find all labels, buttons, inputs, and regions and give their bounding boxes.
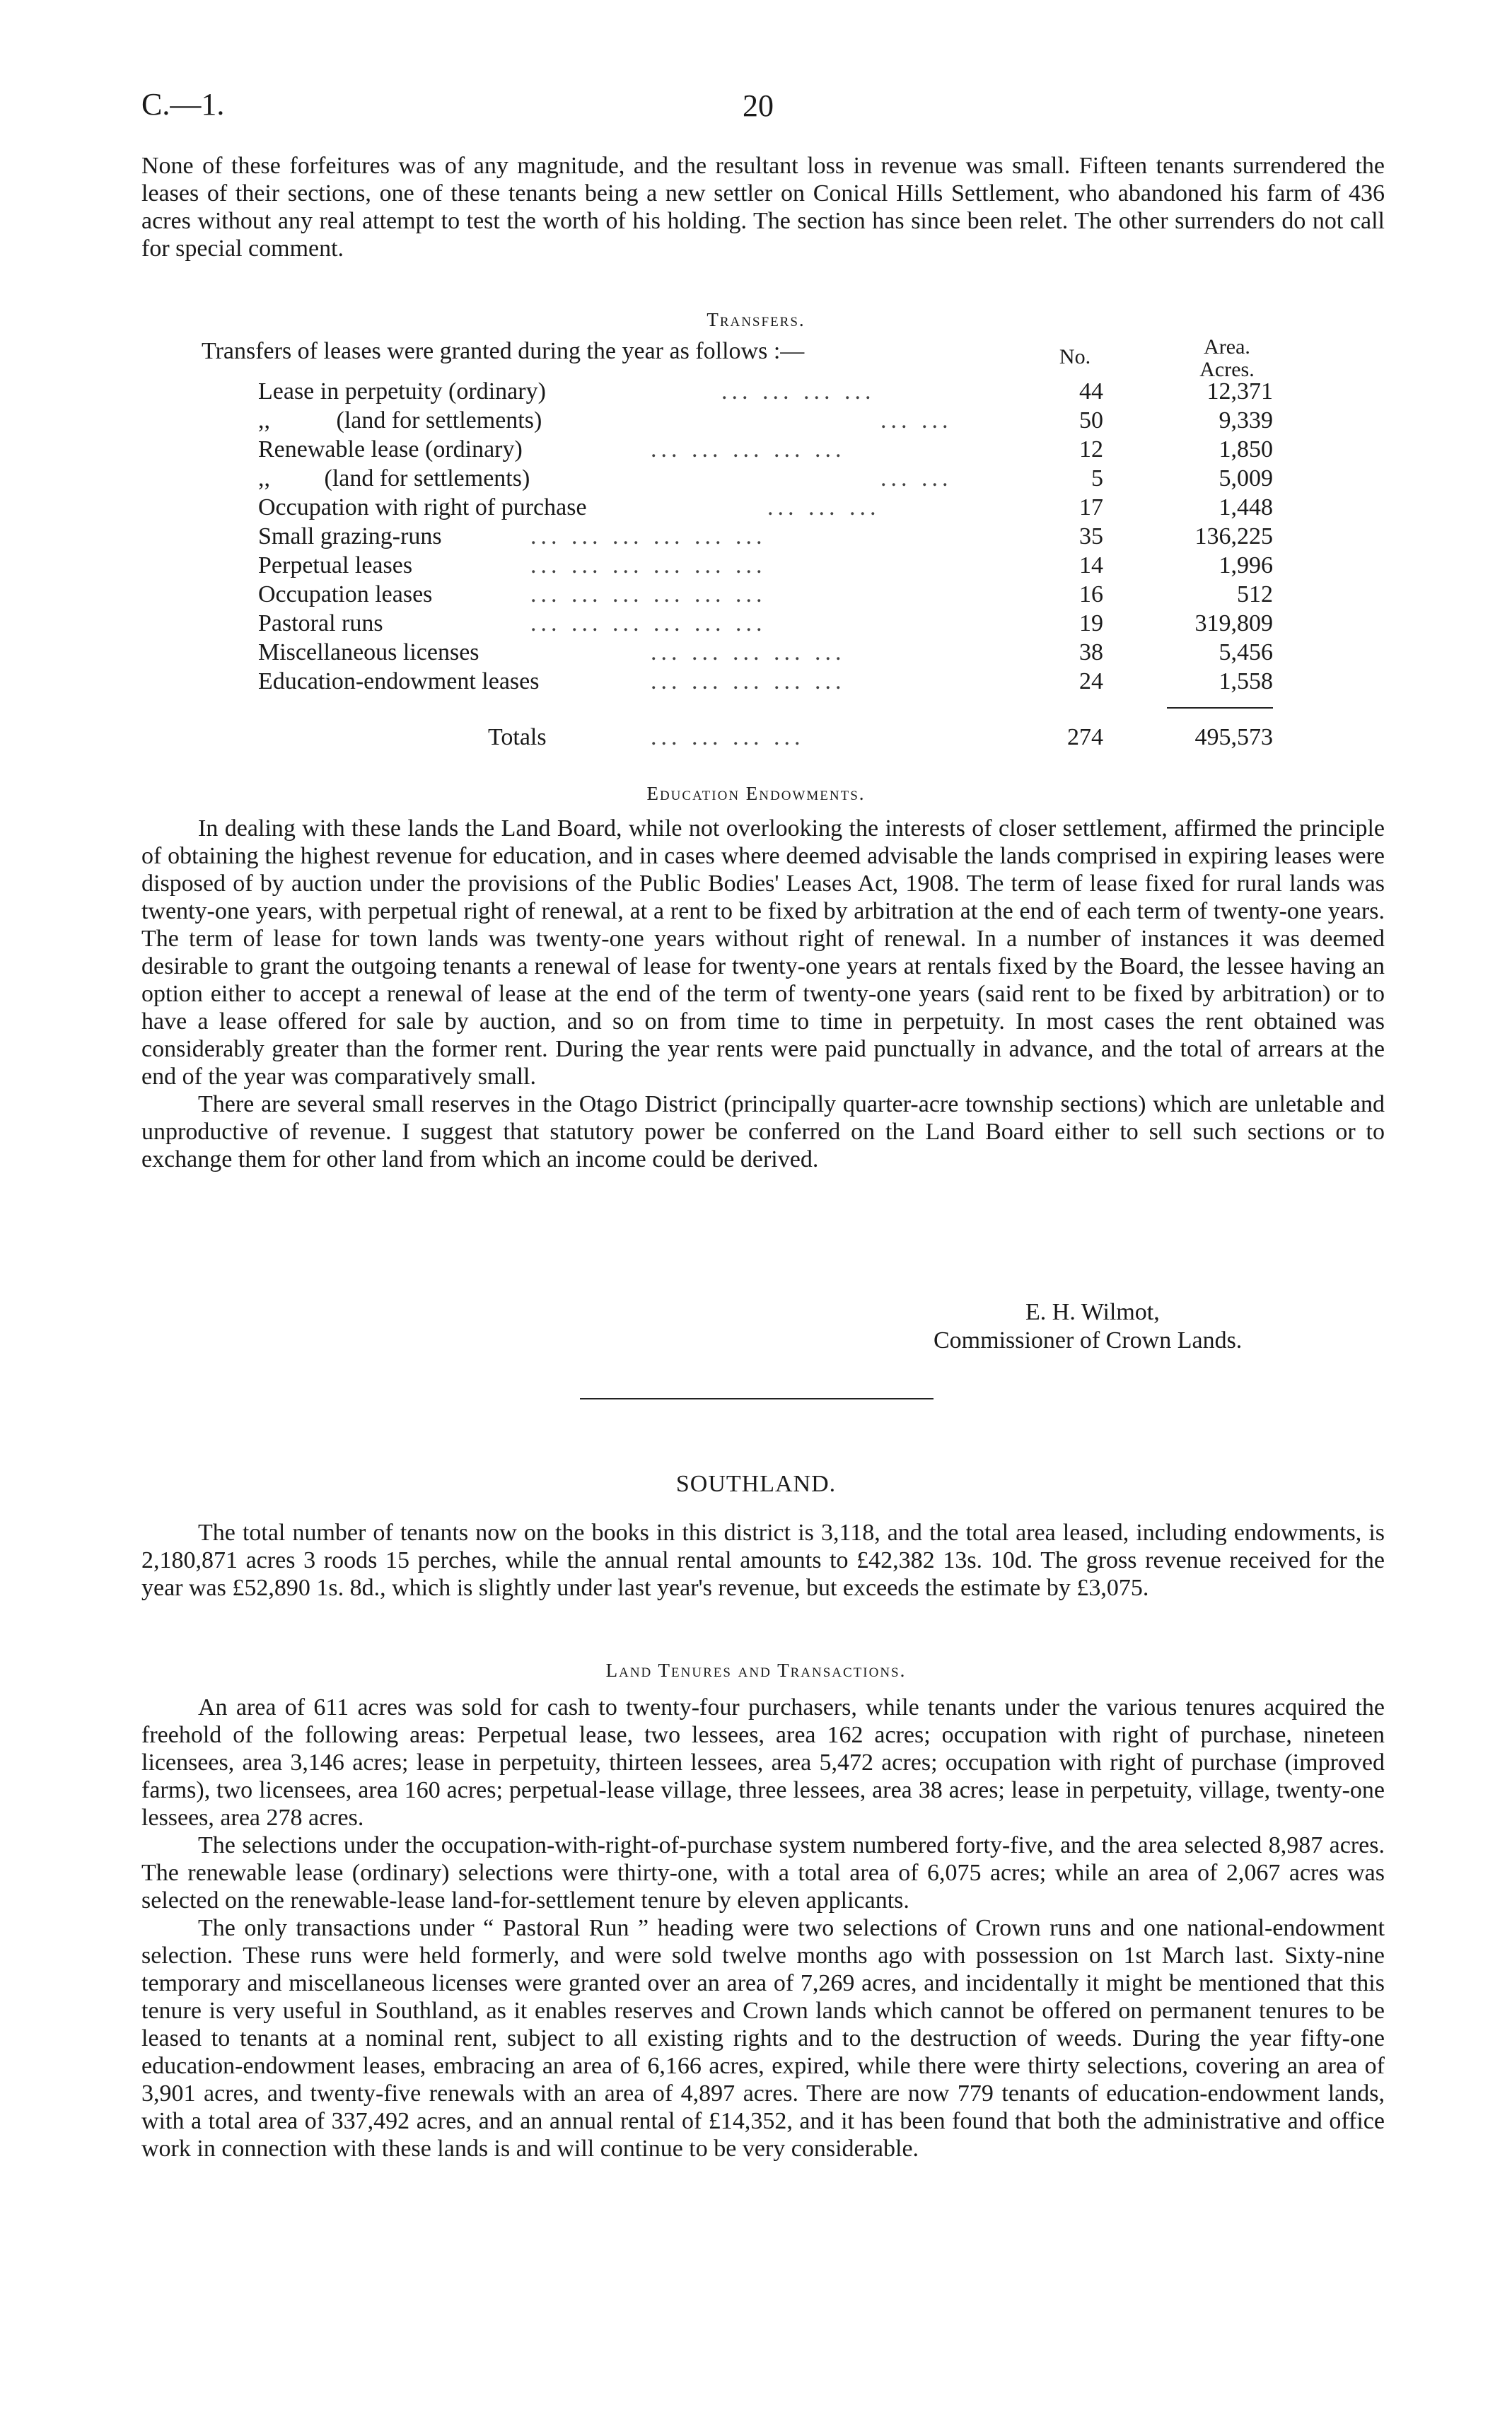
totals-label: Totals (488, 724, 547, 750)
row-area: 5,009 (1219, 465, 1273, 491)
leader-dots: ... ... ... ... ... (651, 639, 846, 665)
totals-row (0, 724, 1512, 752)
row-area: 512 (1237, 581, 1273, 607)
table-row (0, 581, 1512, 610)
totals-number: 274 (1067, 724, 1103, 750)
land-tenures-section (141, 1694, 1385, 2162)
leader-dots: ... ... ... ... ... (651, 436, 846, 462)
row-area: 1,996 (1219, 552, 1273, 578)
leader-dots: ... ... ... ... ... ... (530, 523, 767, 549)
row-label: Small grazing-runs (258, 523, 442, 549)
row-number: 24 (1079, 668, 1103, 694)
leader-dots: ... ... ... ... ... ... (530, 552, 767, 578)
signature-title: Commissioner of Crown Lands. (934, 1327, 1243, 1353)
land-tenures-paragraph-3: The only transactions under “ Pastoral Run ” heading were two selections of Crown runs and one national-endowment selection. These runs were held formerly, and were sold twelve months ago with possession on 1st March last. Sixty-nine temporary and miscellaneous licenses were granted over an area of 7,269 acres, and incidentally it might be mentioned that this tenure is very useful in Southland, as it enables reserves and Crown lands which cannot be offered on permanent tenures to be leased to tenants at a nominal rent, subject to all existing rights and to the destruction of weeds. During the year fifty-one education-endowment leases, embracing an area of 6,166 acres, expired, while there were thirty selections, covering an area of 3,901 acres, and twenty-five renewals with an area of 4,897 acres. There are now 779 tenants of education-endowment lands, with a total area of 337,492 acres, and an annual rental of £14,352, and it has been found that both the administrative and office work in connection with these lands is and will continue to be very considerable. (141, 1915, 1385, 2162)
southland-intro: The total number of tenants now on the books in this district is 3,118, and the total area leased, including endowments, is 2,180,871 acres 3 roods 15 perches, while the annual rental amounts to £42,382 13s. 10d. The gross revenue received for the year was £52,890 1s. 8d., which is slightly under last year's revenue, but exceeds the estimate by £3,075. (141, 1520, 1385, 1601)
education-paragraph-2: There are several small reserves in the Otago District (principally quarter-acre township sections) which are unletable and unproductive of revenue. I suggest that statutory power be conferred on the Land Board either to sell such sections or to exchange them for other land from which an income could be derived. (141, 1091, 1385, 1172)
row-label: Pastoral runs (258, 610, 383, 636)
row-area: 136,225 (1194, 523, 1273, 549)
education-section (141, 815, 1385, 1173)
row-area: 319,809 (1194, 610, 1273, 636)
row-number: 44 (1079, 378, 1103, 404)
table-row (0, 668, 1512, 697)
table-row (0, 494, 1512, 523)
report-reference: C.—1. (141, 87, 225, 122)
leader-dots: ... ... ... ... (651, 724, 805, 750)
row-label: Lease in perpetuity (ordinary) (258, 378, 546, 404)
row-label: ,, (land for settlements) (258, 465, 530, 491)
row-number: 16 (1079, 581, 1103, 607)
column-header-area-unit: Acres. (1199, 358, 1255, 381)
opening-paragraph: None of these forfeitures was of any magnitude, and the resultant loss in revenue was small. Fifteen tenants surrendered the leases of their sections, one of these tenants being a new settler on Conical Hills Settlement, who abandoned his farm of 436 acres without any real attempt to test the worth of his holding. The section has since been relet. The other surrenders do not call for special comment. (141, 153, 1385, 262)
transfers-heading: Transfers. (706, 309, 806, 330)
row-number: 35 (1079, 523, 1103, 549)
education-paragraph-1: In dealing with these lands the Land Board, while not overlooking the interests of closer settlement, affirmed the principle of obtaining the highest revenue for education, and in cases where deemed advisable the lands comprised in expiring leases were disposed of by auction under the provisions of the Public Bodies' Leases Act, 1908. The term of lease fixed for rural lands was twenty-one years, with perpetual right of renewal, at a rent to be fixed by arbitration at the end of each term of twenty-one years. The term of lease for town lands was twenty-one years without right of renewal. In a number of instances it was deemed desirable to grant the outgoing tenants a renewal of lease for twenty-one years at rentals fixed by the Board, the lessee having an option either to accept a renewal of lease at the end of the term of twenty-one years (said rent to be fixed by arbitration) or to have a lease offered for sale by auction, and so on from time to time in perpetuity. In most cases the rent obtained was considerably greater than the former rent. During the year rents were paid punctually in advance, and the total of arrears at the end of the year was comparatively small. (141, 815, 1385, 1090)
row-number: 17 (1079, 494, 1103, 520)
leader-dots: ... ... ... ... ... ... (530, 610, 767, 636)
land-tenures-heading: Land Tenures and Transactions. (605, 1660, 907, 1681)
land-tenures-paragraph-1: An area of 611 acres was sold for cash to twenty-four purchasers, while tenants under the various tenures acquired the freehold of the following areas: Perpetual lease, two lessees, area 162 acres; occupation with right of purchase, nineteen licensees, area 3,146 acres; lease in perpetuity, thirteen lessees, area 5,472 acres; occupation with right of purchase (improved farms), two licensees, area 160 acres; perpetual-lease village, three lessees, area 38 acres; lease in perpetuity, village, twenty-one lessees, area 278 acres. (141, 1694, 1385, 1831)
table-row (0, 523, 1512, 552)
leader-dots: ... ... ... ... ... ... (530, 581, 767, 607)
row-area: 1,558 (1219, 668, 1273, 694)
table-row (0, 378, 1512, 407)
row-label: Education-endowment leases (258, 668, 540, 694)
subtotal-rule (1167, 707, 1273, 709)
row-number: 19 (1079, 610, 1103, 636)
leader-dots: ... ... ... ... (721, 378, 876, 404)
row-area: 12,371 (1206, 378, 1273, 404)
leader-dots: ... ... (880, 465, 953, 491)
row-area: 1,448 (1219, 494, 1273, 520)
column-header-area: Area. (1204, 335, 1250, 359)
land-tenures-paragraph-2: The selections under the occupation-with-right-of-purchase system numbered forty-five, and the area selected 8,987 acres. The renewable lease (ordinary) selections were thirty-one, with a total area of 6,075 acres; while an area of 2,067 acres was selected on the renewable-lease land-for-settlement tenure by eleven applicants. (141, 1832, 1385, 1914)
row-label: Renewable lease (ordinary) (258, 436, 523, 462)
leader-dots: ... ... ... ... ... (651, 668, 846, 694)
row-number: 12 (1079, 436, 1103, 462)
row-label: Occupation with right of purchase (258, 494, 587, 520)
row-label: ,, (land for settlements) (258, 407, 542, 433)
row-number: 5 (1091, 465, 1103, 491)
row-number: 14 (1079, 552, 1103, 578)
row-area: 5,456 (1219, 639, 1273, 665)
table-row (0, 465, 1512, 494)
signature-name: E. H. Wilmot, (1025, 1299, 1160, 1325)
row-area: 1,850 (1219, 436, 1273, 462)
row-number: 50 (1079, 407, 1103, 433)
row-number: 38 (1079, 639, 1103, 665)
table-row (0, 552, 1512, 581)
table-row (0, 407, 1512, 436)
row-area: 9,339 (1219, 407, 1273, 433)
table-row (0, 610, 1512, 639)
section-divider (580, 1398, 934, 1399)
row-label: Perpetual leases (258, 552, 413, 578)
leader-dots: ... ... ... (767, 494, 880, 520)
table-row (0, 436, 1512, 465)
table-row (0, 639, 1512, 668)
row-label: Miscellaneous licenses (258, 639, 479, 665)
transfers-intro: Transfers of leases were granted during the year as follows :— (202, 338, 805, 364)
column-header-no: No. (1059, 345, 1091, 368)
southland-heading: SOUTHLAND. (675, 1471, 837, 1497)
row-label: Occupation leases (258, 581, 433, 607)
leader-dots: ... ... (880, 407, 953, 433)
totals-area: 495,573 (1194, 724, 1273, 750)
education-heading: Education Endowments. (646, 783, 866, 804)
page-number: 20 (743, 88, 774, 123)
